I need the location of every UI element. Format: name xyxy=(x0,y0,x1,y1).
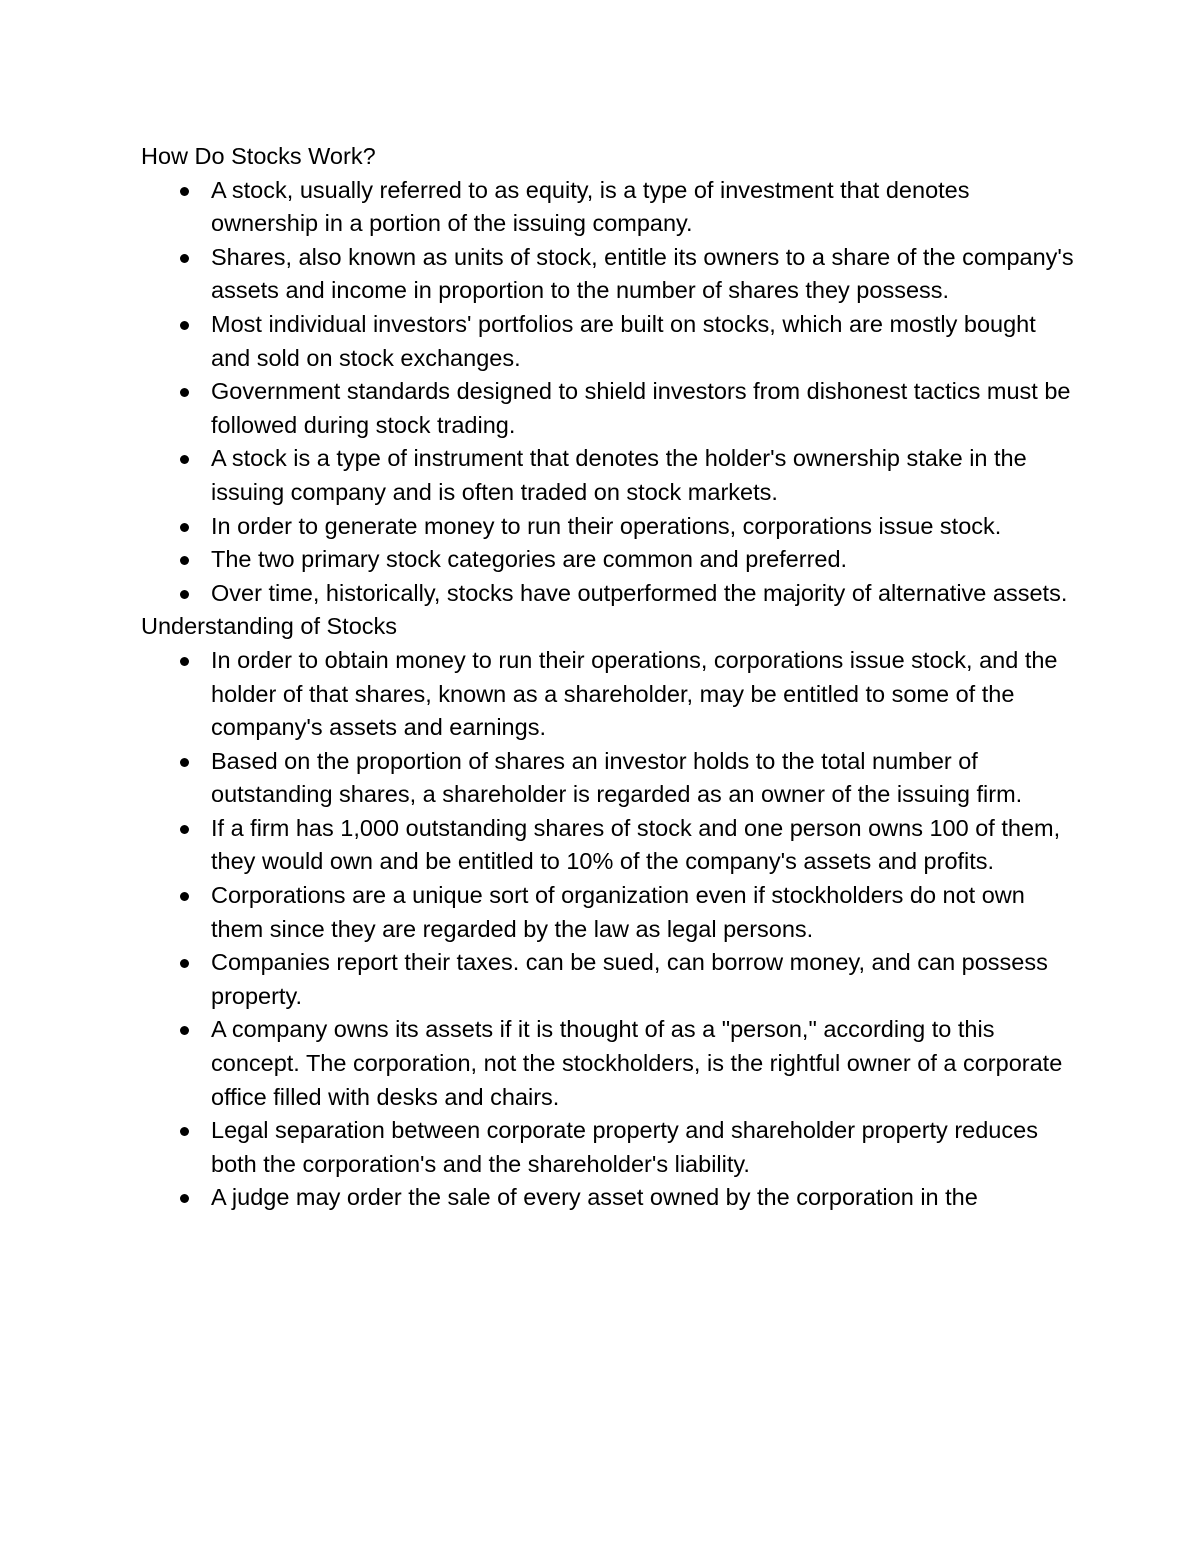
list-item xyxy=(141,577,1081,611)
list-item xyxy=(141,543,1081,577)
bullet-icon xyxy=(180,1194,189,1203)
bullet-icon xyxy=(180,892,189,901)
list-item-text: Legal separation between corporate property and shareholder property reduces both the corporation's and the shareholder's liability. xyxy=(211,1117,1038,1177)
list-item-text: The two primary stock categories are common and preferred. xyxy=(211,546,848,573)
section-understanding-of-stocks xyxy=(141,610,1081,1215)
list-item-text: Corporations are a unique sort of organization even if stockholders do not own them since they are regarded by the law as legal persons. xyxy=(211,882,1025,942)
list-item xyxy=(141,1181,1081,1215)
list-item xyxy=(141,745,1081,812)
list-item xyxy=(141,375,1081,442)
bullet-icon xyxy=(180,388,189,397)
section-how-do-stocks-work xyxy=(141,140,1081,610)
bullet-icon xyxy=(180,590,189,599)
bullet-icon xyxy=(180,657,189,666)
bullet-list xyxy=(141,644,1081,1215)
list-item xyxy=(141,812,1081,879)
list-item-text: Companies report their taxes. can be sued, can borrow money, and can possess property. xyxy=(211,949,1048,1009)
list-item xyxy=(141,241,1081,308)
list-item-text: In order to generate money to run their operations, corporations issue stock. xyxy=(211,512,1002,539)
bullet-icon xyxy=(180,455,189,464)
section-heading: Understanding of Stocks xyxy=(141,613,398,640)
bullet-icon xyxy=(180,758,189,767)
list-item-text: Based on the proportion of shares an investor holds to the total number of outstanding shares, a shareholder is regarded as an owner of the issuing firm. xyxy=(211,747,1023,808)
bullet-icon xyxy=(180,556,189,565)
bullet-icon xyxy=(180,825,189,834)
list-item xyxy=(141,1114,1081,1181)
bullet-icon xyxy=(180,187,189,196)
section-heading: How Do Stocks Work? xyxy=(141,143,376,169)
list-item xyxy=(141,442,1081,509)
list-item-text: Shares, also known as units of stock, entitle its owners to a share of the company's assets and income in proportion to the number of shares they possess. xyxy=(211,243,1074,304)
document-page xyxy=(141,140,1081,1215)
bullet-list xyxy=(141,174,1081,611)
list-item-text: A judge may order the sale of every asset owned by the corporation in the xyxy=(211,1184,978,1211)
bullet-icon xyxy=(180,254,189,263)
bullet-icon xyxy=(180,523,189,532)
list-item-text: In order to obtain money to run their operations, corporations issue stock, and the holder of that shares, known as a shareholder, may be entitled to some of the company's assets and earnings. xyxy=(211,646,1058,741)
list-item xyxy=(141,946,1081,1013)
list-item xyxy=(141,879,1081,946)
bullet-icon xyxy=(180,1127,189,1136)
list-item-text: A stock, usually referred to as equity, is a type of investment that denotes ownership in a portion of the issuing company. xyxy=(211,176,970,237)
bullet-icon xyxy=(180,321,189,330)
list-item-text: Over time, historically, stocks have outperformed the majority of alternative assets. xyxy=(211,579,1068,606)
bullet-icon xyxy=(180,1026,189,1035)
list-item-text: Government standards designed to shield investors from dishonest tactics must be followed during stock trading. xyxy=(211,378,1071,438)
list-item xyxy=(141,308,1081,375)
list-item xyxy=(141,644,1081,745)
bullet-icon xyxy=(180,959,189,968)
list-item-text: Most individual investors' portfolios are built on stocks, which are mostly bought and sold on stock exchanges. xyxy=(211,310,1036,371)
list-item-text: If a firm has 1,000 outstanding shares of stock and one person owns 100 of them, they would own and be entitled to 10% of the company's assets and profits. xyxy=(211,814,1061,875)
list-item-text: A company owns its assets if it is thought of as a "person," according to this concept. The corporation, not the stockholders, is the rightful owner of a corporate office filled with desks and chairs. xyxy=(211,1016,1063,1110)
list-item-text: A stock is a type of instrument that denotes the holder's ownership stake in the issuing company and is often traded on stock markets. xyxy=(211,445,1027,505)
list-item xyxy=(141,174,1081,241)
list-item xyxy=(141,1013,1081,1114)
list-item xyxy=(141,510,1081,544)
